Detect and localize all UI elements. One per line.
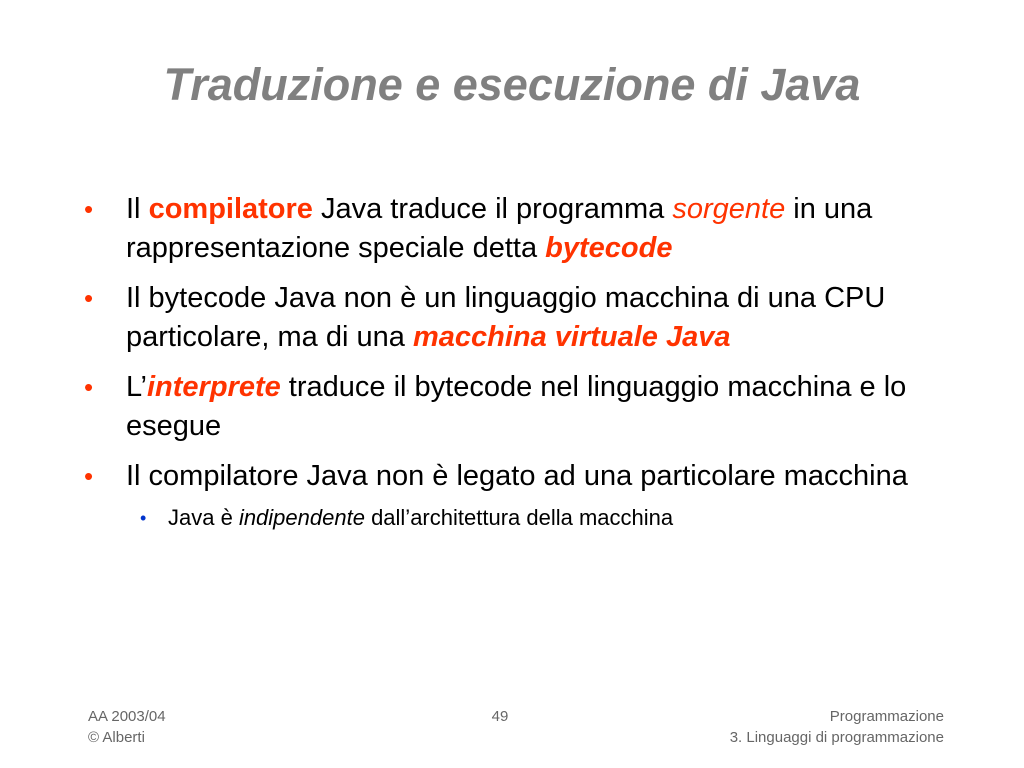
bullet-dot-icon: • <box>84 372 94 402</box>
bullet-dot-icon: • <box>84 194 94 224</box>
bullet-bytecode <box>84 279 924 357</box>
term-bytecode: bytecode <box>545 232 673 264</box>
term-sorgente: sorgente <box>672 193 786 225</box>
bullet-indipendenza <box>84 457 924 496</box>
footer-author: © Alberti <box>88 729 145 746</box>
bullet-text: Il compilatore Java non è legato ad una particolare macchina <box>126 460 908 492</box>
bullet-dot-icon: • <box>84 461 94 491</box>
sub-bullet-dot-icon: • <box>140 508 147 528</box>
bullet-text: Java traduce il programma <box>312 193 673 225</box>
footer-course: Programmazione <box>829 708 944 725</box>
page-number: 49 <box>491 708 509 725</box>
slide-content <box>84 190 924 533</box>
bullet-interprete <box>84 368 924 446</box>
slide-title: Traduzione e esecuzione di Java <box>163 59 861 110</box>
footer-left <box>88 706 166 748</box>
bullet-compilatore <box>84 190 924 268</box>
bullet-dot-icon: • <box>84 283 94 313</box>
bullet-text: traduce il bytecode nel linguaggio macchina e lo esegue <box>126 371 907 442</box>
footer-chapter: 3. Linguaggi di programmazione <box>729 729 944 746</box>
sub-bullet-text: Java è <box>168 505 239 530</box>
footer-academic-year: AA 2003/04 <box>88 708 166 725</box>
term-compilatore: compilatore <box>148 193 313 225</box>
sub-bullet-architettura <box>84 503 924 533</box>
bullet-text: Il bytecode Java non è un linguaggio macchina di una CPU particolare, ma di una <box>126 282 886 353</box>
footer-right <box>730 706 944 748</box>
sub-bullet-text: dall’architettura della macchina <box>364 505 674 530</box>
term-interprete: interprete <box>146 371 281 403</box>
bullet-text: Il <box>126 193 149 225</box>
bullet-text: L’ <box>126 371 147 403</box>
term-indipendente: indipendente <box>238 505 365 530</box>
bullet-text: in una rappresentazione speciale detta <box>126 193 873 264</box>
term-macchina-virtuale: macchina virtuale Java <box>412 321 731 353</box>
